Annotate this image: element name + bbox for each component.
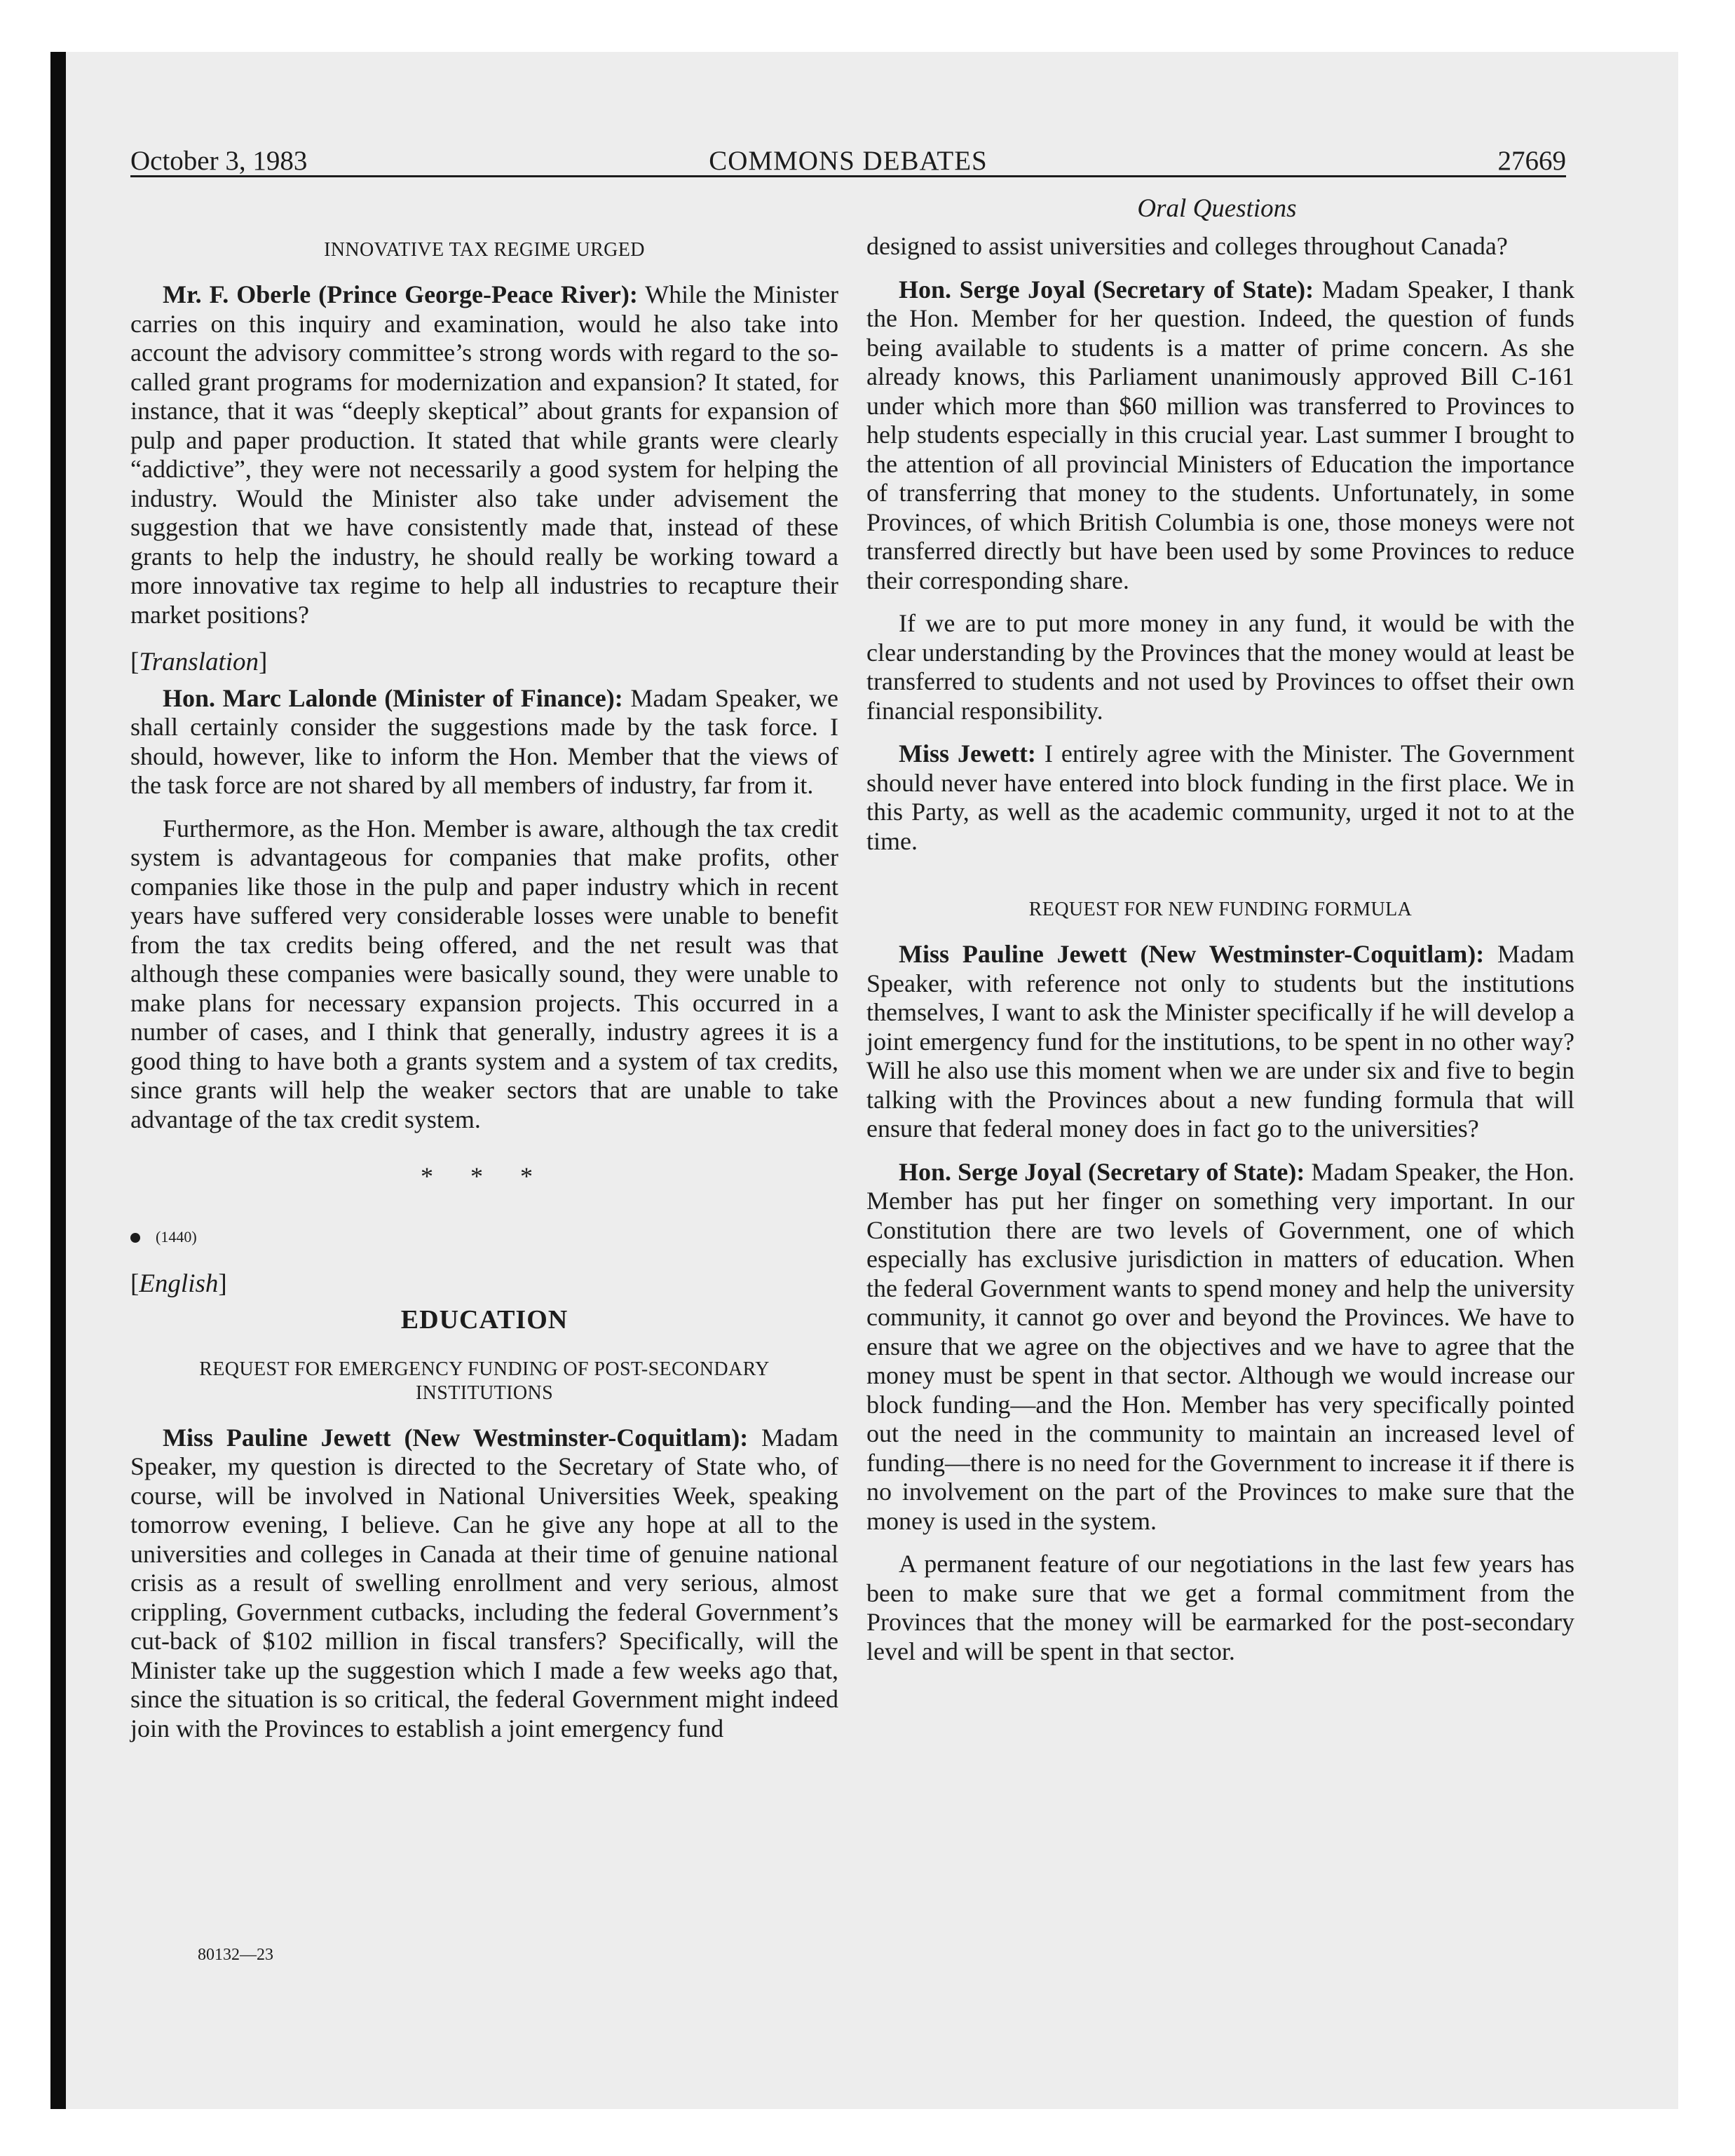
- joyal-paragraph-2b: A permanent feature of our negotiations in the last few years has been to make sure that we get a formal commitment from the Provinces that the money will be earmarked for the post-secondary level and will be spent in that sector.: [866, 1550, 1574, 1665]
- oberle-paragraph: [130, 280, 838, 629]
- page-header: [130, 139, 1566, 181]
- lalonde-text: Madam Speaker, we shall certainly consider the suggestions made by the task force. I should, however, like to inform the Hon. Member that the views of the task force are not shared by all members of industry, far from it.: [130, 683, 838, 799]
- jewett-paragraph-2: [866, 739, 1574, 856]
- bullet-icon: [130, 1233, 140, 1243]
- header-publication: COMMONS DEBATES: [709, 146, 988, 176]
- translation-label: [Translation]: [130, 648, 268, 676]
- footer-code: 80132—23: [198, 1946, 273, 1964]
- jewett-text-2: I entirely agree with the Minister. The Government should never have entered into block funding in the first place. We in this Party, as well as the academic community, urged it not to at the time.: [866, 739, 1575, 855]
- joyal-text-2: Madam Speaker, the Hon. Member has put her finger on something very important. In our Constitution there are two levels of Government, one of which especially has exclusive jurisdiction in matters of education. When the federal Government wants to spend money and help the university community, it cannot go over and beyond the Provinces. We have to ensure that we agree on the objectives and we have to agree that the money must be spent in that sector. Although we would increase our block funding—and the Hon. Member has very specifically pointed out the need in the community to maintain an increased level of funding—there is no need for the Government to increase it if there is no involvement on the part of the Provinces to make sure that the money is used in the system.: [866, 1157, 1574, 1535]
- speaker-joyal: Hon. Serge Joyal (Secretary of State):: [899, 275, 1314, 303]
- speaker-jewett: Miss Pauline Jewett (New Westminster-Coquitlam):: [163, 1423, 749, 1452]
- jewett-paragraph: [130, 1424, 838, 1744]
- header-date: October 3, 1983: [130, 146, 308, 176]
- running-head: Oral Questions: [1137, 194, 1297, 223]
- speaker-jewett-2: Miss Jewett:: [899, 739, 1036, 767]
- english-label: [English]: [130, 1269, 227, 1298]
- rubric-new-funding-formula: REQUEST FOR NEW FUNDING FORMULA: [1028, 899, 1413, 920]
- section-break-stars: * * *: [421, 1162, 548, 1190]
- section-title-education: EDUCATION: [400, 1304, 569, 1335]
- speaker-jewett-3: Miss Pauline Jewett (New Westminster-Coquitlam):: [899, 940, 1485, 968]
- jewett-text-3: Madam Speaker, with reference not only to students but the institutions themselves, I want to ask the Minister specifically if he will develop a joint emergency fund for the institutions, to be spent in no other way? Will he also use this moment when we are under six and five to begin talking with the Provinces about a new funding formula that will ensure that federal money does in fact go to the universities?: [866, 940, 1575, 1142]
- binding-edge: [50, 52, 66, 2109]
- lalonde-paragraph-2: Furthermore, as the Hon. Member is aware, although the tax credit system is advantageous for companies that make profits, other companies like those in the pulp and paper industry which in recent years have suffered very considerable losses were unable to benefit from the tax credits being offered, and the net result was that although these companies were basically sound, they were unable to make plans for necessary expansion projects. This occurred in a number of cases, and I think that generally, industry agrees it is a good thing to have both a grants system and a system of tax credits, since grants will help the weaker sectors that are unable to take advantage of the tax credit system.: [130, 814, 838, 1133]
- rubric-emergency-funding: REQUEST FOR EMERGENCY FUNDING OF POST-SECONDARY INSTITUTIONS: [199, 1358, 770, 1404]
- joyal-paragraph-1: [866, 275, 1574, 596]
- speaker-oberle: Mr. F. Oberle (Prince George-Peace River):: [163, 280, 638, 308]
- rubric-innovative-tax: INNOVATIVE TAX REGIME URGED: [324, 239, 645, 261]
- header-page-number: 27669: [1497, 146, 1566, 176]
- speaker-joyal-2: Hon. Serge Joyal (Secretary of State):: [899, 1157, 1305, 1186]
- right-column: [866, 232, 1574, 1680]
- joyal-text-1: Madam Speaker, I thank the Hon. Member for her question. Indeed, the question of funds being available to students is a matter of prime concern. As she already knows, this Parliament unanimously approved Bill C-161 under which more than $60 million was transferred to Provinces to help students especially in this crucial year. Last summer I brought to the attention of all provincial Ministers of Education the importance of transferring that money to the students. Unfortunately, in some Provinces, of which British Columbia is one, those moneys were not transferred directly but have been used by some Provinces to reduce their corresponding share.: [866, 275, 1574, 594]
- speaker-lalonde: Hon. Marc Lalonde (Minister of Finance):: [163, 683, 623, 712]
- joyal-paragraph-1b: If we are to put more money in any fund, it would be with the clear understanding by the Provinces that the money would at least be transferred to students and not used by Provinces to offset their own financial responsibility.: [866, 609, 1574, 725]
- jewett-continued: designed to assist universities and colleges throughout Canada?: [866, 232, 1508, 260]
- lalonde-paragraph: [130, 684, 838, 800]
- left-column: [130, 236, 838, 1757]
- time-marker: (1440): [130, 1222, 838, 1252]
- header-rule: [130, 175, 1566, 177]
- oberle-text: While the Minister carries on this inquiry and examination, would he also take into account the advisory committee’s strong words with regard to the so-called grant programs for modernization and expansion? It stated, for instance, that it was “deeply skeptical” about grants for expansion of pulp and paper production. It stated that while grants were clearly “addictive”, they were not necessarily a good system for helping the industry. Would the Minister also take under advisement the suggestion that we have consistently made that, instead of these grants to help the industry, he should really be working toward a more innovative tax regime to help all industries to recapture their market positions?: [130, 280, 838, 629]
- jewett-paragraph-3: [866, 940, 1574, 1144]
- joyal-paragraph-2: [866, 1158, 1574, 1536]
- jewett-text: Madam Speaker, my question is directed to the Secretary of State who, of course, will be involved in National Universities Week, speaking tomorrow evening, I believe. Can he give any hope at all to the universities and colleges in Canada at their time of genuine national crisis as a result of swelling enrollment and very serious, almost crippling, Government cutbacks, including the federal Government’s cut-back of $102 million in fiscal transfers? Specifically, will the Minister take up the suggestion which I made a few weeks ago that, since the situation is so critical, the federal Government might indeed join with the Provinces to establish a joint emergency fund: [130, 1423, 839, 1742]
